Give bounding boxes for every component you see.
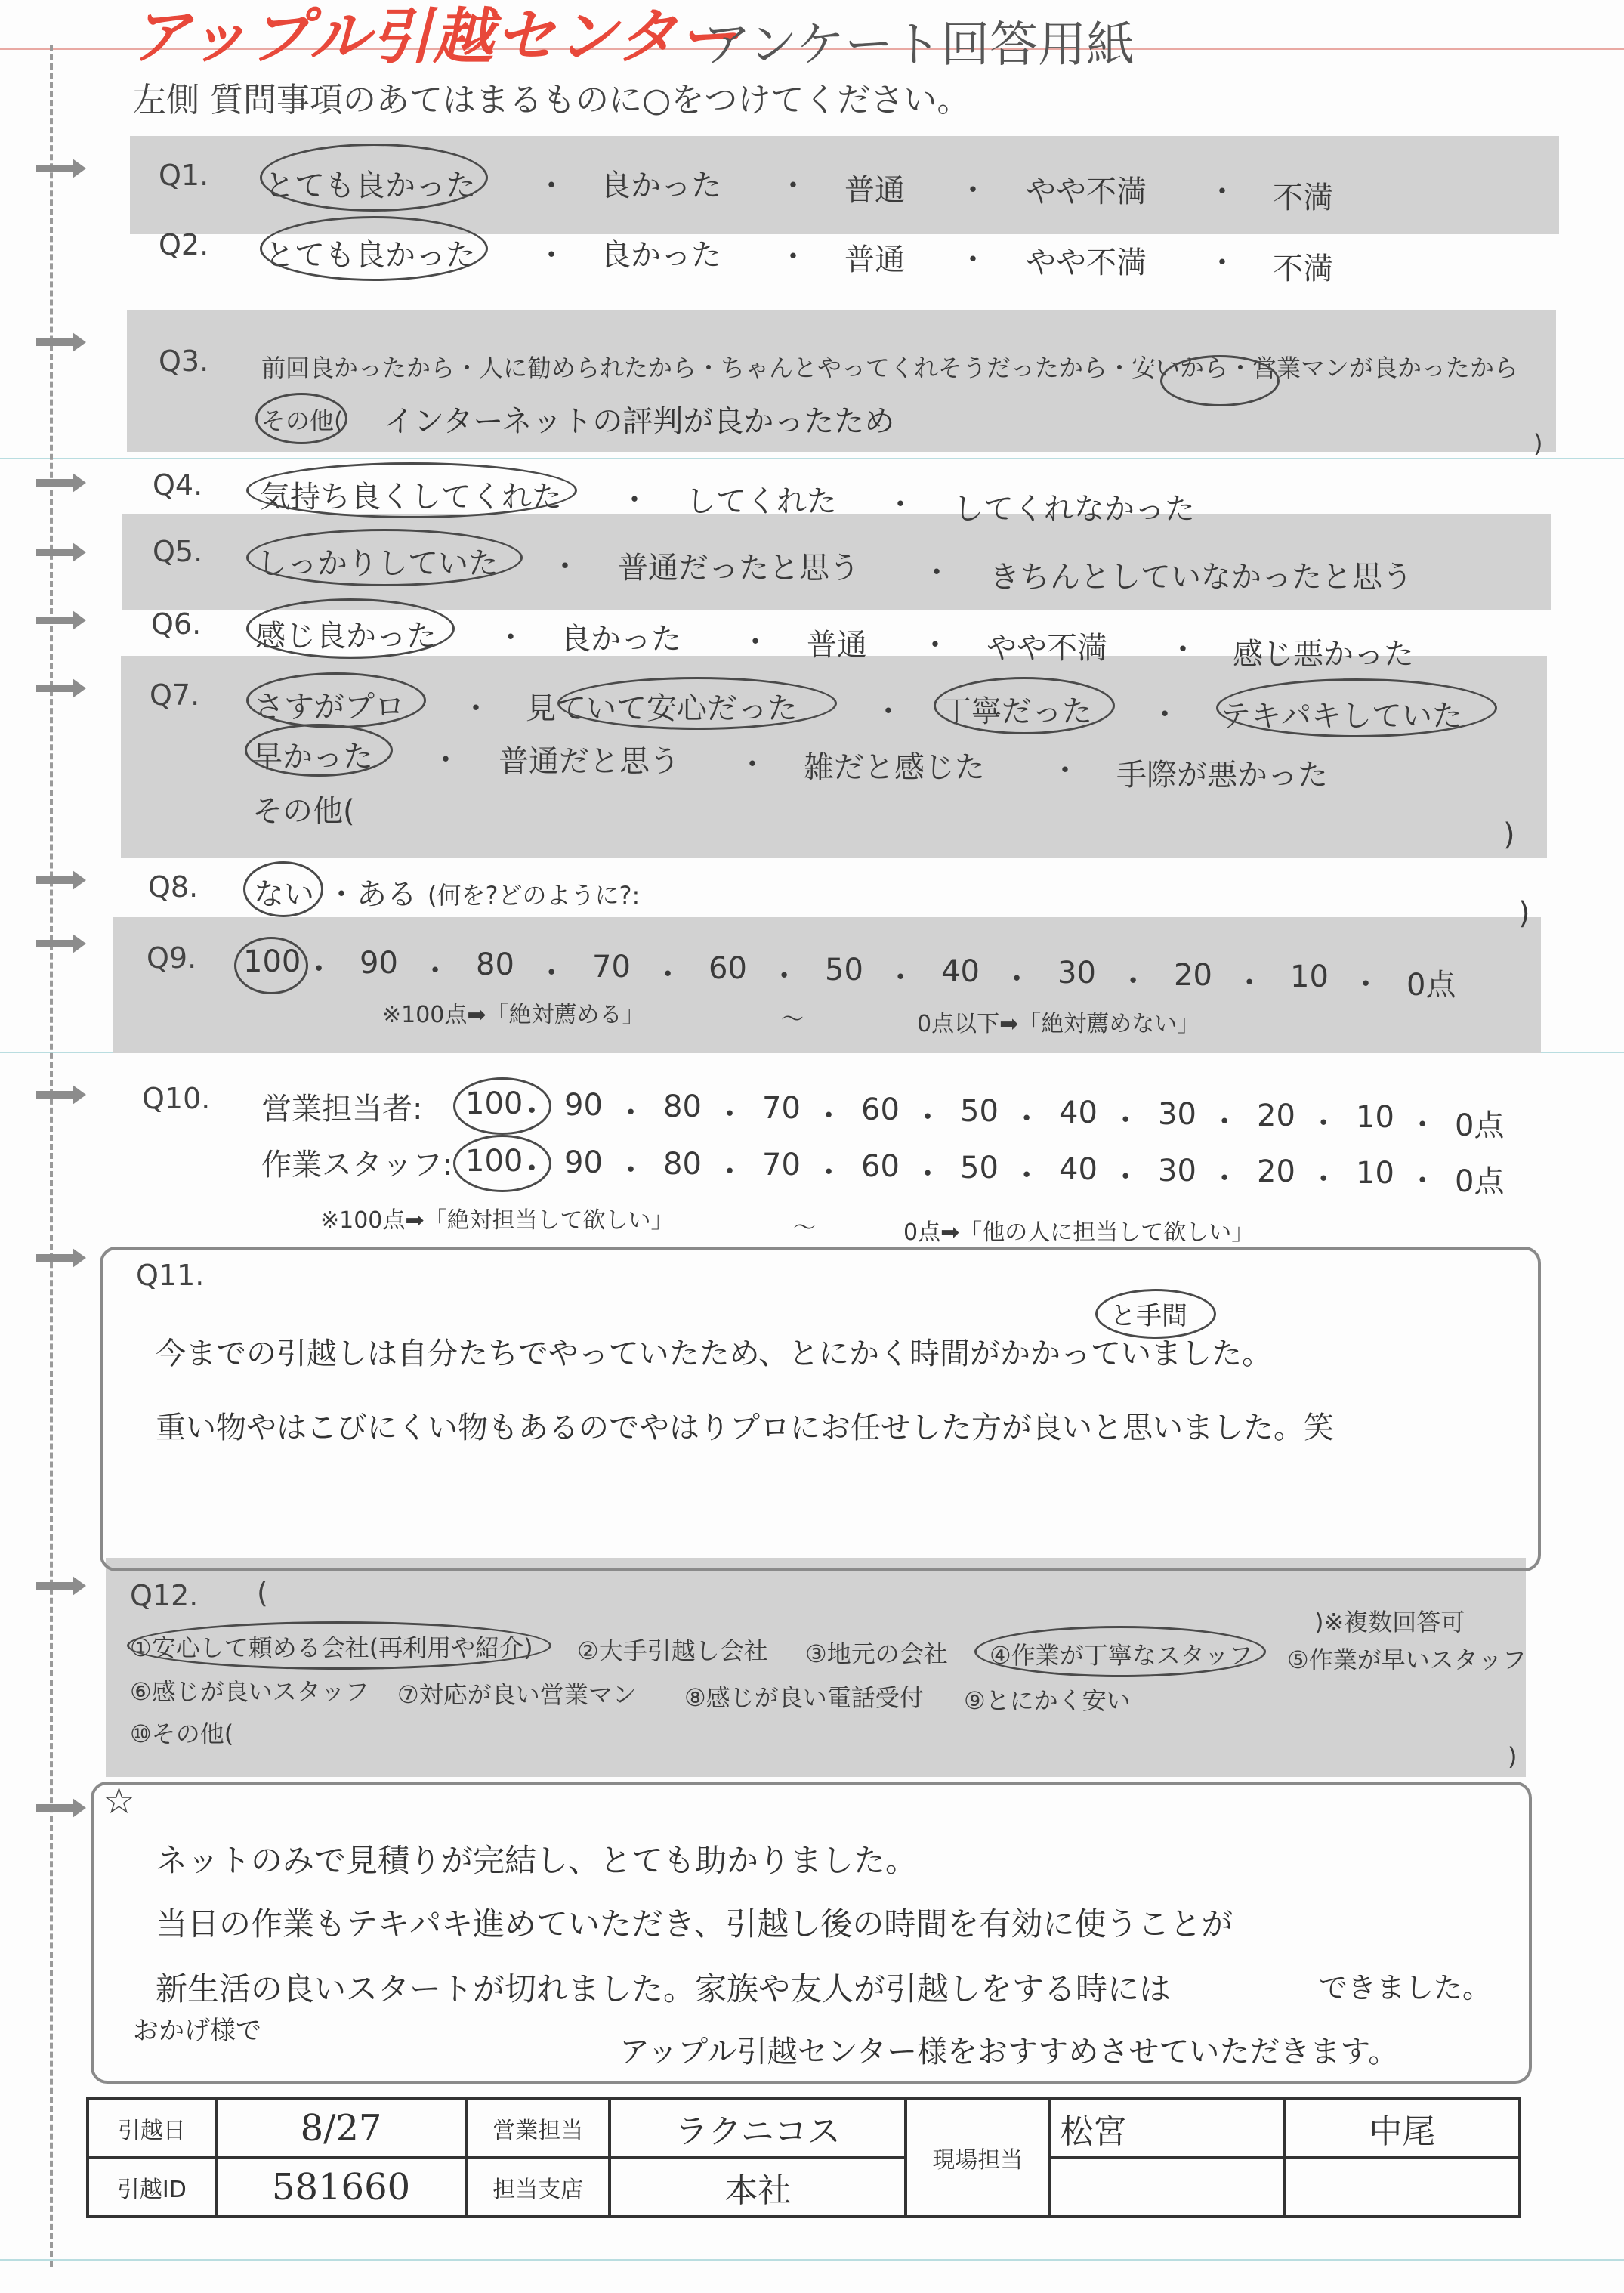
q9-scores-option[interactable]: 90	[360, 946, 398, 981]
q9-label: Q9.	[147, 941, 197, 975]
q6-option[interactable]: 良かった	[560, 622, 681, 657]
q10-sales-option[interactable]: 30	[1158, 1097, 1196, 1132]
q8-option[interactable]: ない	[254, 877, 314, 912]
q12-circle-mark	[974, 1626, 1266, 1677]
q7-label: Q7.	[150, 678, 200, 712]
sales-label: 営業担当	[466, 2099, 610, 2158]
instruction-text: 左側 質問事項のあてはまるものに○をつけてください。	[133, 81, 971, 119]
q10-sales-option[interactable]: 70	[762, 1091, 801, 1126]
q7-option[interactable]: 早かった	[252, 740, 373, 774]
q10-staff-circle-mark	[453, 1135, 551, 1192]
site-staff-1[interactable]: 松宮	[1049, 2099, 1284, 2158]
arrow-tab-icon	[36, 332, 91, 352]
sales-value[interactable]: ラクニコス	[610, 2099, 906, 2158]
q9-note-right: 0点以下➡「絶対薦めない」	[917, 1011, 1200, 1037]
q10-note-right: 0点➡「他の人に担当して欲しい」	[903, 1219, 1255, 1246]
q7-option[interactable]: テキパキしていた	[1221, 699, 1462, 734]
q12-circle-mark	[127, 1621, 551, 1670]
q12-option[interactable]: ⑨とにかく安い	[964, 1686, 1131, 1715]
q4-option[interactable]: してくれなかった	[953, 492, 1195, 527]
q9-scores-option[interactable]: 70	[592, 949, 631, 984]
arrow-tab-icon	[36, 1798, 91, 1818]
move-id-value[interactable]: 581660	[216, 2158, 466, 2217]
q5-label: Q5.	[153, 535, 203, 568]
form-title: アンケート回答用紙	[702, 17, 1135, 73]
q10-staff-label: 作業スタッフ:	[261, 1148, 453, 1182]
comment-line: 新生活の良いスタートが切れました。家族や友人が引越しをする時には	[156, 1970, 1172, 2007]
arrow-tab-icon	[36, 1576, 91, 1596]
q1-option[interactable]: 普通	[844, 173, 905, 208]
q10-staff-option[interactable]: 60	[861, 1149, 900, 1185]
q10-staff-option[interactable]: 50	[960, 1151, 999, 1185]
q7-circle-mark	[934, 677, 1115, 734]
q5-circle-mark	[246, 529, 523, 586]
q12-option[interactable]: ③地元の会社	[805, 1639, 948, 1668]
q12-option[interactable]: ①安心して頼める会社(再利用や紹介)	[130, 1633, 533, 1662]
q7-option[interactable]: さすがプロ	[254, 690, 405, 725]
q12-option[interactable]: ⑦対応が良い営業マン	[397, 1680, 637, 1709]
brand-logo: アップル引越センター	[130, 2, 740, 72]
q1-label: Q1.	[159, 159, 209, 192]
move-id-label: 引越ID	[88, 2158, 216, 2217]
q10-sales-option[interactable]: 20	[1257, 1099, 1295, 1133]
q10-sales-circle-mark	[453, 1077, 551, 1135]
arrow-tab-icon	[36, 678, 91, 698]
q5-option[interactable]: 普通だったと思う	[618, 551, 860, 586]
q10-staff-option[interactable]: 40	[1059, 1151, 1098, 1187]
q3-circle-mark	[1160, 355, 1280, 406]
q7-option[interactable]: 手際が悪かった	[1116, 758, 1328, 793]
q8-label: Q8.	[148, 870, 199, 904]
q10-staff-option[interactable]: 90	[564, 1145, 603, 1180]
q5-option[interactable]: きちんとしていなかったと思う	[990, 560, 1413, 595]
q10-staff-option[interactable]: 10	[1356, 1156, 1394, 1191]
arrow-tab-icon	[36, 159, 91, 178]
q10-sales-label: 営業担当者:	[261, 1092, 423, 1126]
comment-line: アップル引越センター様をおすすめさせていただきます。	[619, 2035, 1399, 2069]
q9-scores-option[interactable]: 30	[1057, 956, 1096, 991]
site-staff-4[interactable]	[1285, 2158, 1520, 2217]
q10-note-left: ※100点➡「絶対担当して欲しい」	[320, 1207, 674, 1234]
arrow-tab-icon	[36, 473, 91, 493]
q4-option[interactable]: してくれた	[686, 484, 837, 519]
q8-option[interactable]: ・ある	[326, 877, 417, 912]
q9-scores-option[interactable]: 40	[941, 954, 980, 990]
arrow-tab-icon	[36, 542, 91, 562]
comment-insert: できました。	[1319, 1971, 1492, 2004]
q10-staff-option[interactable]: 20	[1257, 1154, 1295, 1190]
q2-option[interactable]: 良かった	[601, 238, 721, 273]
q9-scores-option[interactable]: 60	[709, 950, 747, 986]
q12-option[interactable]: ⑧感じが良い電話受付	[684, 1683, 924, 1712]
q10-sales-option[interactable]: 10	[1356, 1100, 1394, 1135]
q2-option[interactable]: 普通	[844, 243, 905, 277]
q2-option[interactable]: とても良かった	[264, 238, 476, 273]
q11-handwritten-line: 重い物やはこびにくい物もあるのでやはりプロにお任せした方が良いと思いました。笑	[156, 1411, 1334, 1445]
q7-circle-mark	[246, 672, 426, 728]
q7-circle-mark	[1216, 678, 1497, 737]
q4-circle-mark	[246, 462, 577, 518]
q10-sales-option[interactable]: 0点	[1455, 1108, 1505, 1143]
q3-handwritten-answer: インターネットの評判が良かったため	[384, 404, 895, 439]
q2-circle-mark	[260, 216, 488, 281]
q2-option[interactable]: やや不満	[1026, 246, 1147, 280]
q12-option[interactable]: ②大手引越し会社	[577, 1636, 768, 1665]
q9-circle-mark	[234, 937, 308, 994]
q12-option[interactable]: ⑤作業が早いスタッフ	[1287, 1646, 1527, 1674]
q3-label: Q3.	[159, 345, 209, 378]
q11-insert-note: と手間	[1110, 1301, 1187, 1331]
q8-circle-mark	[243, 861, 323, 917]
q3-other-circle-mark	[255, 393, 347, 444]
q3-other[interactable]: その他(	[261, 406, 344, 435]
branch-label: 担当支店	[466, 2158, 610, 2217]
q12-option[interactable]: ⑩その他(	[130, 1720, 234, 1748]
q10-label: Q10.	[142, 1082, 211, 1115]
q6-option[interactable]: 感じ悪かった	[1233, 637, 1414, 672]
q1-option[interactable]: 良かった	[601, 168, 721, 203]
arrow-tab-icon	[36, 1248, 91, 1268]
q7-option[interactable]: 雑だと感じた	[804, 750, 985, 785]
q9-scores-option[interactable]: 50	[825, 953, 863, 987]
q9-scores-option[interactable]: 20	[1174, 957, 1212, 993]
q1-option[interactable]: 不満	[1273, 181, 1333, 215]
q7-option[interactable]: 普通だと思う	[499, 744, 680, 779]
comment-insert: おかげ様で	[133, 2016, 261, 2046]
q10-staff-option[interactable]: 80	[663, 1146, 702, 1182]
q4-label: Q4.	[153, 468, 203, 502]
q2-label: Q2.	[159, 228, 209, 261]
q8-detail[interactable]: (何を?どのように?:	[428, 881, 641, 910]
star-icon: ☆	[103, 1780, 136, 1822]
q6-circle-mark	[246, 598, 455, 659]
guide-rule	[0, 2259, 1624, 2261]
q9-scores-option[interactable]: 10	[1290, 959, 1329, 994]
move-date-label: 引越日	[88, 2099, 216, 2158]
q7-other[interactable]: その他(	[252, 794, 355, 829]
q12-multi-note: )※複数回答可	[1314, 1608, 1465, 1636]
comment-line: 当日の作業もテキパキ進めていただき、引越し後の時間を有効に使うことが	[156, 1905, 1233, 1942]
arrow-tab-icon	[36, 870, 91, 890]
staff-info-table	[86, 2097, 1521, 2218]
q10-sales-option[interactable]: 90	[564, 1088, 603, 1123]
q10-sales-option[interactable]: 100	[465, 1086, 523, 1121]
q10-staff-option[interactable]: 30	[1158, 1153, 1196, 1188]
q9-scores-option[interactable]: 100	[243, 944, 301, 979]
q3-options[interactable]: 前回良かったから・人に勧められたから・ちゃんとやってくれそうだったから・安いから・営業マンが良かったから	[261, 354, 1519, 382]
q10-staff-option[interactable]: 70	[762, 1148, 801, 1183]
q6-option[interactable]: 感じ良かった	[255, 619, 437, 654]
arrow-tab-icon	[36, 1085, 91, 1105]
q7-option[interactable]: 丁寧だった	[941, 694, 1092, 729]
q9-scores-option[interactable]: 0点	[1406, 968, 1456, 1003]
q5-option[interactable]: しっかりしていた	[257, 546, 499, 581]
q10-staff-option[interactable]: 0点	[1455, 1164, 1505, 1199]
branch-value[interactable]: 本社	[610, 2158, 906, 2217]
q12-option[interactable]: ⑥感じが良いスタッフ	[130, 1677, 369, 1706]
q7-circle-mark	[245, 724, 393, 777]
q11-handwritten-line: 今までの引越しは自分たちでやっていたため、とにかく時間がかかっていました。	[156, 1337, 1272, 1371]
q7-circle-mark	[557, 677, 837, 730]
q6-label: Q6.	[151, 607, 202, 641]
q10-sales-option[interactable]: 50	[960, 1094, 999, 1129]
guide-rule	[0, 458, 1624, 459]
q10-sales-option[interactable]: 40	[1059, 1096, 1098, 1130]
q1-option[interactable]: やや不満	[1026, 175, 1147, 209]
perforation-line	[50, 45, 53, 2267]
site-staff-2[interactable]: 中尾	[1285, 2099, 1520, 2158]
arrow-tab-icon	[36, 934, 91, 953]
q9-note-left: ※100点➡「絶対薦める」	[382, 1002, 645, 1028]
q2-option[interactable]: 不満	[1273, 252, 1333, 286]
q6-option[interactable]: やや不満	[986, 631, 1107, 666]
q4-option[interactable]: 気持ち良くしてくれた	[260, 480, 562, 515]
q9-scores-option[interactable]: 80	[476, 947, 514, 983]
arrow-tab-icon	[36, 610, 91, 630]
q10-staff-option[interactable]: 100	[465, 1144, 523, 1179]
site-staff-3[interactable]	[1049, 2158, 1284, 2217]
q10-sales-option[interactable]: 60	[861, 1092, 900, 1127]
q6-option[interactable]: 普通	[807, 628, 867, 663]
q10-sales-option[interactable]: 80	[663, 1089, 702, 1124]
q1-circle-mark	[260, 144, 488, 212]
q1-option[interactable]: とても良かった	[264, 168, 476, 203]
q7-option[interactable]: 見ていて安心だった	[526, 691, 798, 726]
site-staff-label: 現場担当	[906, 2099, 1049, 2217]
move-date-value[interactable]: 8/27	[216, 2099, 466, 2158]
q11-label: Q11.	[136, 1259, 205, 1292]
q12-label: Q12.	[130, 1579, 199, 1612]
comment-line: ネットのみで見積りが完結し、とても助かりました。	[156, 1842, 918, 1879]
q12-option[interactable]: ④作業が丁寧なスタッフ	[990, 1641, 1253, 1670]
